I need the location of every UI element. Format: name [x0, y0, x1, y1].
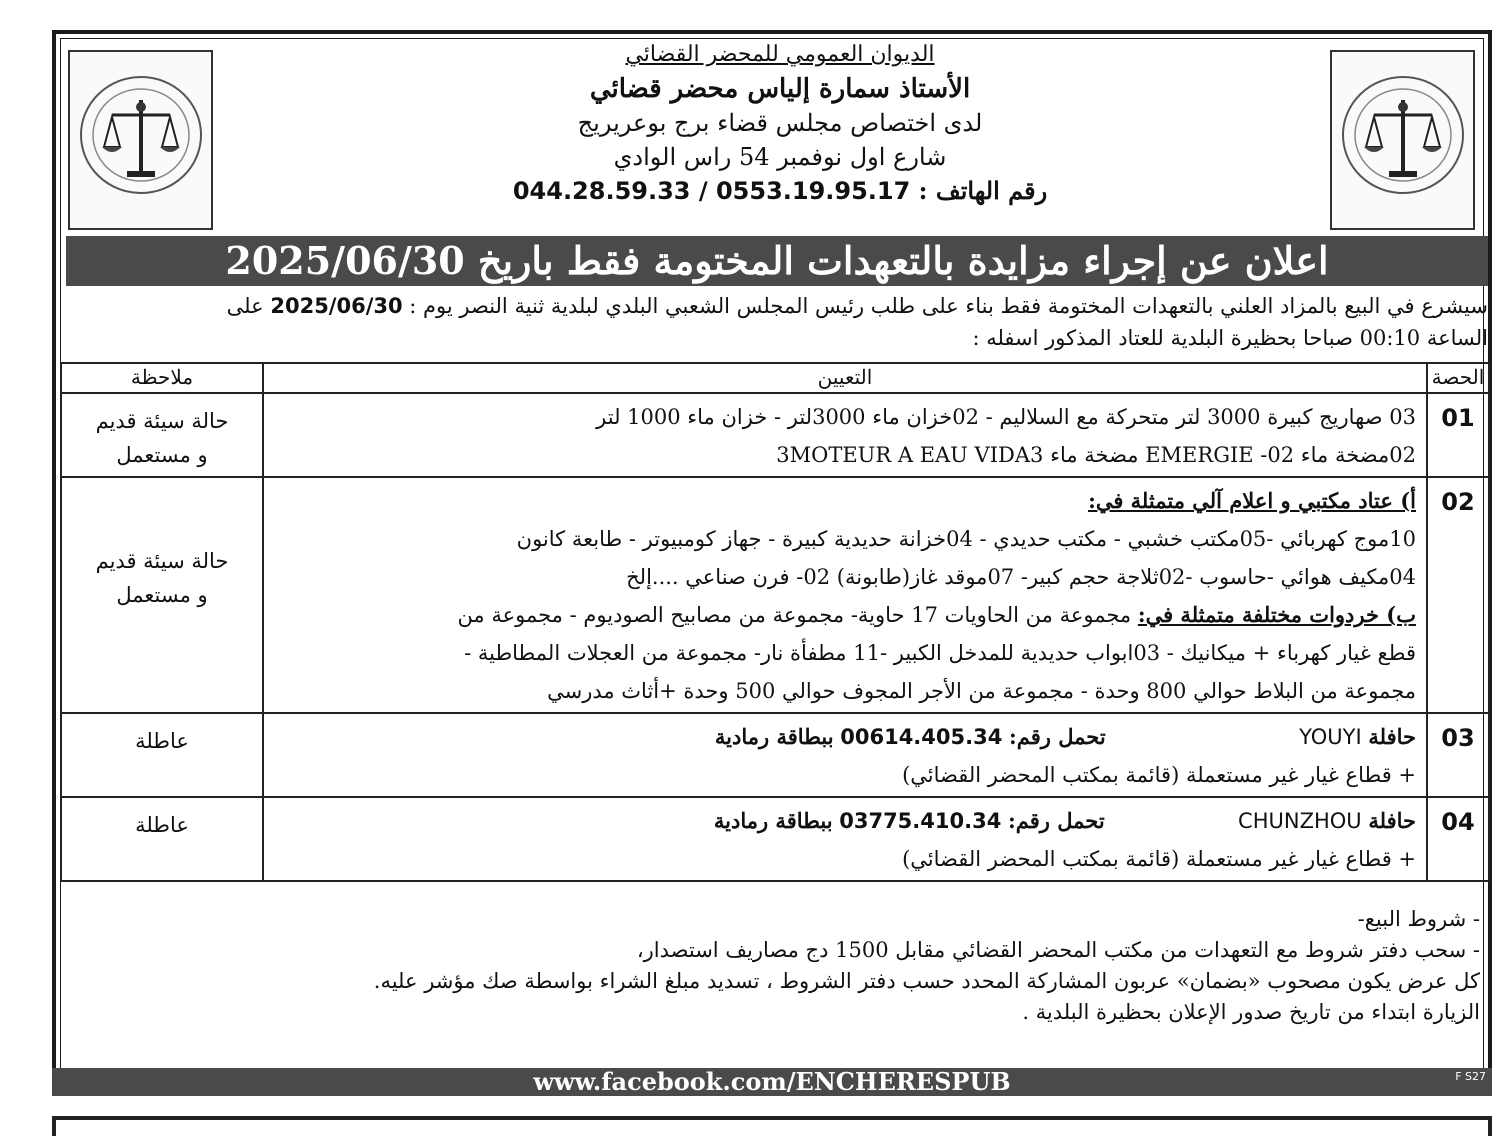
vehicle-label: حافلة: [1368, 808, 1416, 833]
table-row: [61, 393, 1489, 477]
condition-line: كل عرض يكون مصحوب «بضمان» عربون المشاركة المحدد حسب دفتر الشروط ، تسديد مبلغ الشراء بواسطة صك مؤشر عليه.: [373, 969, 1480, 993]
lot-description: [263, 713, 1427, 797]
court-seal-right: [1330, 50, 1475, 230]
phone-numbers: 044.28.59.33 / 0553.19.95.17: [512, 177, 911, 205]
description-line: 04مكيف هوائي -حاسوب -02ثلاجة حجم كبير- 07موقد غاز(طابونة) 02- فرن صناعي ....إلخ: [626, 565, 1416, 589]
footer-url: www.facebook.com/ENCHERESPUB: [52, 1068, 1492, 1096]
address: شارع اول نوفمبر 54 راس الوادي: [613, 143, 947, 171]
phone-line: [250, 174, 1310, 208]
lot-note: [61, 393, 263, 477]
lot-note: [61, 477, 263, 713]
note-line: و مستعمل: [116, 583, 208, 607]
vehicle-brand: YOUYI: [1299, 725, 1362, 749]
court-seal-left: [68, 50, 213, 230]
scales-of-justice-icon: [72, 55, 210, 225]
plate-label: تحمل رقم:: [1008, 808, 1105, 833]
table-row: [61, 713, 1489, 797]
condition-line: الزيارة ابتداء من تاريخ صدور الإعلان بحظيرة البلدية .: [1022, 1000, 1480, 1024]
next-announcement-edge: [52, 1116, 1492, 1136]
description-line: + قطاع غيار غير مستعملة (قائمة بمكتب المحضر القضائي): [902, 763, 1416, 787]
section-b-text: مجموعة من الحاويات 17 حاوية- مجموعة من مصابيح الصوديوم - مجموعة من: [457, 603, 1138, 627]
section-heading-b: ب) خردوات مختلفة متمثلة في:: [1137, 602, 1416, 627]
vehicle-line: [272, 802, 1416, 840]
footer-code: F S27: [1455, 1070, 1486, 1083]
section-heading-a: أ) عتاد مكتبي و اعلام آلي متمثلة في:: [1088, 488, 1416, 513]
lot-number: 01: [1427, 393, 1489, 477]
jurisdiction: لدى اختصاص مجلس قضاء برج بوعريريج: [577, 109, 983, 137]
plate-number: 00614.405.34: [840, 725, 1003, 749]
bailiff-header: [250, 38, 1310, 208]
header-note: ملاحظة: [61, 363, 263, 393]
lot-number: 04: [1427, 797, 1489, 881]
note-line: و مستعمل: [116, 443, 208, 467]
condition-line: - سحب دفتر شروط مع التعهدات من مكتب المحضر القضائي مقابل 1500 دج مصاريف استصدار،: [636, 938, 1480, 962]
intro-paragraph: [66, 290, 1488, 354]
lot-description: [263, 393, 1427, 477]
table-row: [61, 797, 1489, 881]
note-line: عاطلة: [135, 813, 189, 837]
lot-description: [263, 797, 1427, 881]
header-lot: الحصة: [1427, 363, 1489, 393]
header-designation: التعيين: [263, 363, 1427, 393]
plate-number: 03775.410.34: [839, 809, 1002, 833]
note-line: حالة سيئة قديم: [95, 409, 229, 433]
description-line: قطع غيار كهرباء + ميكانيك - 03ابواب حديدية للمدخل الكبير -11 مطفأة نار- مجموعة من العجلات المطاطية -: [464, 641, 1416, 665]
vehicle-label: حافلة: [1368, 724, 1416, 749]
lot-description: [263, 477, 1427, 713]
note-line: حالة سيئة قديم: [95, 549, 229, 573]
bailiff-name: الأستاذ سمارة إلياس محضر قضائي: [589, 74, 971, 104]
registration-card: ببطاقة رمادية: [713, 808, 833, 833]
vehicle-line: [272, 718, 1416, 756]
note-line: عاطلة: [135, 729, 189, 753]
intro-date: 2025/06/30: [270, 294, 403, 318]
intro-line-1: سيشرع في البيع بالمزاد العلني بالتعهدات المختومة فقط بناء على طلب رئيس المجلس الشعبي البلدي لبلدية ثنية النصر يوم :: [409, 294, 1488, 318]
table-header-row: [61, 363, 1489, 393]
description-line: 02مضخة ماء 02- EMERGIE مضخة ماء 3MOTEUR A EAU VIDA3: [776, 443, 1416, 467]
lot-note: [61, 797, 263, 881]
intro-line-1-end: على: [226, 294, 264, 318]
description-line: [272, 596, 1416, 634]
auction-banner: اعلان عن إجراء مزايدة بالتعهدات المختومة فقط باريخ 2025/06/30: [66, 236, 1488, 286]
description-line: مجموعة من البلاط حوالي 800 وحدة - مجموعة من الأجر المجوف حوالي 500 وحدة +أثاث مدرسي: [547, 679, 1416, 703]
lots-table: [60, 362, 1490, 882]
plate-label: تحمل رقم:: [1009, 724, 1106, 749]
description-line: 10موج كهربائي -05مكتب خشبي - مكتب حديدي - 04خزانة حديدية كبيرة - جهاز كومبيوتر - طابعة كانون: [516, 527, 1416, 551]
lot-note: [61, 713, 263, 797]
vehicle-brand: CHUNZHOU: [1238, 809, 1362, 833]
scales-of-justice-icon: [1334, 55, 1472, 225]
office-title: الديوان العمومي للمحضر القضائي: [625, 42, 935, 67]
sale-conditions: [60, 904, 1488, 1028]
lot-number: 02: [1427, 477, 1489, 713]
table-row: [61, 477, 1489, 713]
intro-line-2: الساعة 00:10 صباحا بحظيرة البلدية للعتاد المذكور اسفله :: [972, 326, 1488, 350]
phone-label: رقم الهاتف :: [918, 176, 1048, 205]
description-line: 03 صهاريج كبيرة 3000 لتر متحركة مع السلاليم - 02خزان ماء 3000لتر - خزان ماء 1000 لتر: [596, 405, 1416, 429]
description-line: + قطاع غيار غير مستعملة (قائمة بمكتب المحضر القضائي): [902, 847, 1416, 871]
conditions-title: - شروط البيع-: [1357, 907, 1480, 931]
registration-card: ببطاقة رمادية: [714, 724, 834, 749]
lot-number: 03: [1427, 713, 1489, 797]
